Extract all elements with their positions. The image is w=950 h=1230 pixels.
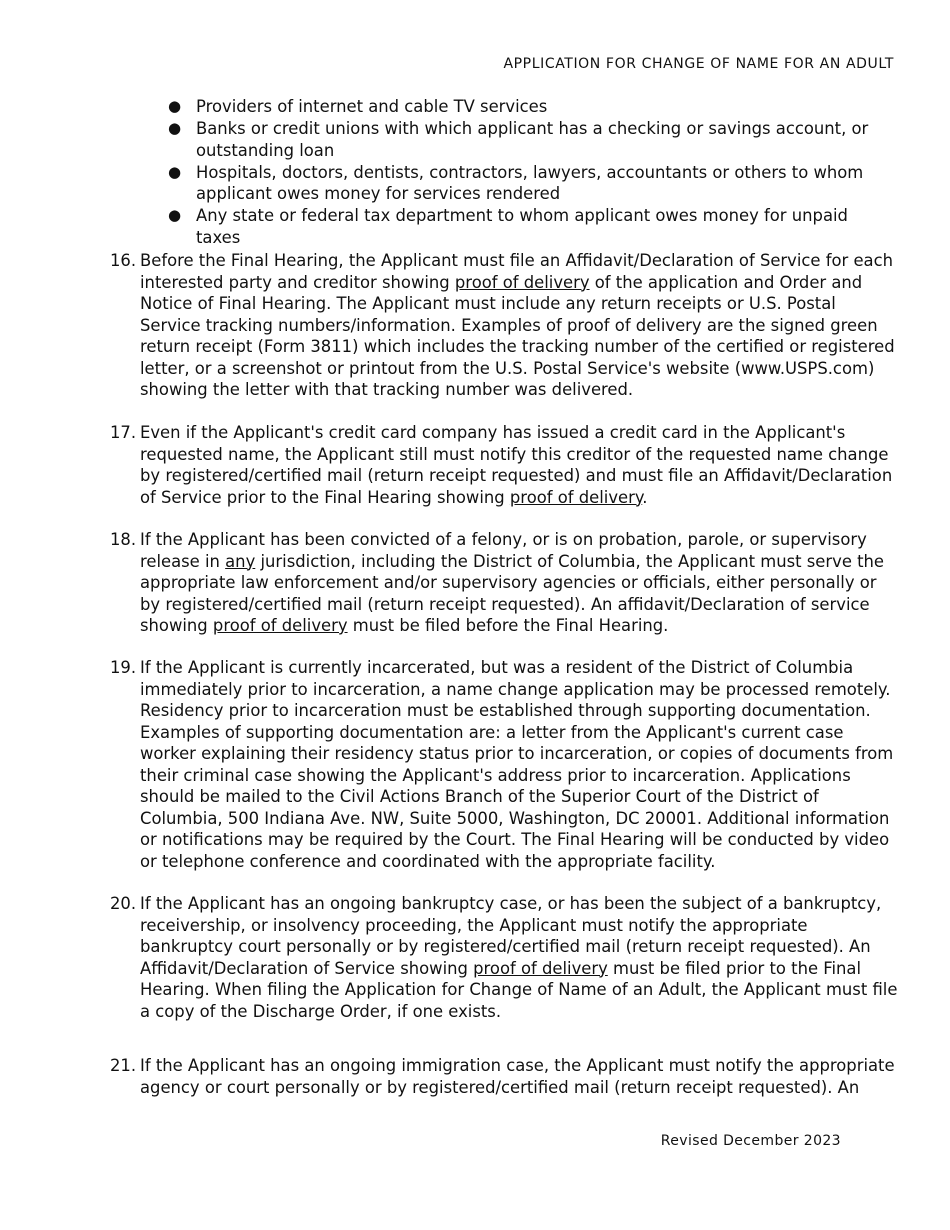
instruction-20: [110, 893, 900, 1022]
page-header-title: APPLICATION FOR CHANGE OF NAME FOR AN ADULT: [503, 56, 894, 72]
item-number: 16.: [110, 251, 137, 270]
item-number: 20.: [110, 894, 137, 913]
instruction-16: [110, 250, 900, 401]
list-item: [166, 162, 896, 205]
proof-of-delivery-underline: proof of delivery: [212, 616, 348, 635]
bullet-text: Providers of internet and cable TV services: [196, 97, 548, 116]
revision-footer: Revised December 2023: [660, 1133, 841, 1149]
item-number: 17.: [110, 423, 137, 442]
item-text: Before the Final Hearing, the Applicant must file an Affidavit/Declaration of Service for each interested party and creditor showing proof of delivery of the application and Order and Notice of Final Hearing. The Applicant must include any return receipts or U.S. Postal Service tracking numbers/information. Examples of proof of delivery are the signed green return receipt (Form 3811) which includes the tracking number of the certified or registered letter, or a screenshot or printout from the U.S. Postal Service's website (www.USPS.com) showing the letter with that tracking number was delivered.: [140, 251, 895, 399]
instruction-21: [110, 1055, 900, 1098]
item-number: 21.: [110, 1056, 137, 1075]
bullet-icon: ●: [168, 206, 182, 224]
bullet-text: Banks or credit unions with which applicant has a checking or savings account, or outstanding loan: [196, 119, 869, 160]
item-text: Even if the Applicant's credit card company has issued a credit card in the Applicant's requested name, the Applicant still must notify this creditor of the requested name change by registered/certified mail (return receipt requested) and must file an Affidavit/Declaration of Service prior to the Final Hearing showing proof of delivery.: [140, 423, 893, 507]
item-number: 19.: [110, 658, 137, 677]
list-item: [166, 118, 896, 161]
item-text: If the Applicant is currently incarcerated, but was a resident of the District of Columbia immediately prior to incarceration, a name change application may be processed remotely. Residency prior to incarceration must be established through supporting documentation. Examples of supporting documentation are: a letter from the Applicant's current case worker explaining their residency status prior to incarceration, or copies of documents from their criminal case showing the Applicant's address prior to incarceration. Applications should be mailed to the Civil Actions Branch of the Superior Court of the District of Columbia, 500 Indiana Ave. NW, Suite 5000, Washington, DC 20001. Additional information or notifications may be required by the Court. The Final Hearing will be conducted by video or telephone conference and coordinated with the appropriate facility.: [140, 658, 894, 871]
instruction-18: [110, 529, 900, 637]
instruction-19: [110, 657, 900, 872]
proof-of-delivery-underline: proof of delivery: [454, 272, 590, 292]
item-number: 18.: [110, 530, 137, 549]
list-item: [166, 96, 896, 118]
bullet-icon: ●: [168, 119, 182, 137]
bullet-text: Hospitals, doctors, dentists, contractors, lawyers, accountants or others to whom applicant owes money for services rendered: [196, 162, 864, 203]
list-item: [166, 205, 896, 248]
any-underline: any: [225, 551, 256, 571]
instruction-17: [110, 422, 900, 508]
proof-of-delivery-underline: proof of delivery: [509, 487, 643, 507]
bullet-icon: ●: [168, 162, 182, 181]
bullet-text: Any state or federal tax department to whom applicant owes money for unpaid taxes: [196, 206, 848, 247]
item-text: If the Applicant has an ongoing bankruptcy case, or has been the subject of a bankruptcy, receivership, or insolvency proceeding, the Applicant must notify the appropriate bankruptcy court personally or by registered/certified mail (return receipt requested). An Affidavit/Declaration of Service showing proof of delivery must be filed prior to the Final Hearing. When filing the Application for Change of Name of an Adult, the Applicant must file a copy of the Discharge Order, if one exists.: [140, 894, 898, 1021]
proof-of-delivery-underline: proof of delivery: [473, 958, 608, 978]
item-text: If the Applicant has an ongoing immigration case, the Applicant must notify the appropriate agency or court personally or by registered/certified mail (return receipt requested). An: [140, 1056, 895, 1097]
item-text: If the Applicant has been convicted of a felony, or is on probation, parole, or supervisory release in any jurisdiction, including the District of Columbia, the Applicant must serve the appropriate law enforcement and/or supervisory agencies or officials, either personally or by registered/certified mail (return receipt requested). An affidavit/Declaration of service showing proof of delivery must be filed before the Final Hearing.: [140, 530, 885, 635]
creditor-bullet-list: [166, 96, 896, 249]
bullet-icon: ●: [168, 97, 182, 115]
